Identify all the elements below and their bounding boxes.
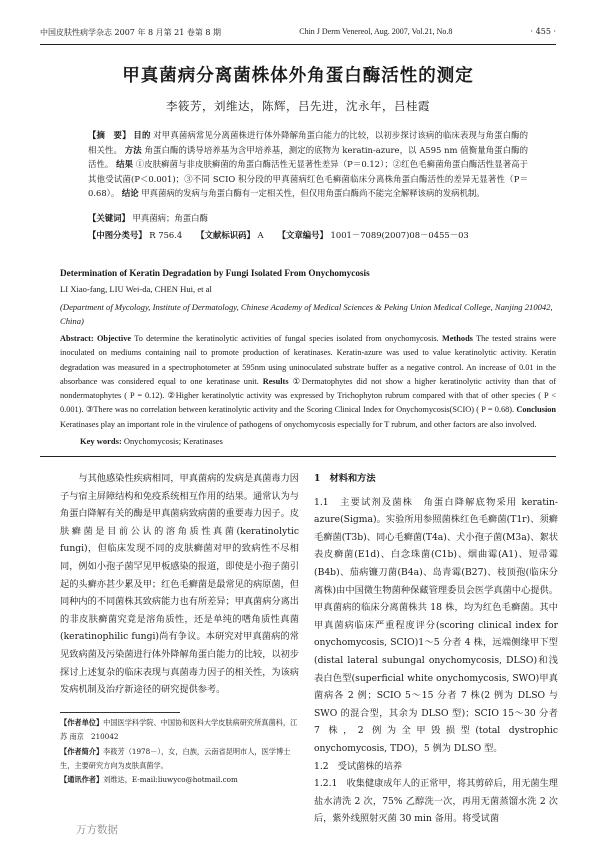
en-keywords-label: Key words: bbox=[80, 436, 122, 446]
en-methods-label: Methods bbox=[442, 334, 473, 343]
english-affiliation: (Department of Mycology, Institute of Dermatology, Chinese Academy of Medical Sciences & Peking Union Medical College, Nanjing 210042, China) bbox=[60, 302, 553, 326]
classification-row bbox=[88, 229, 469, 241]
intro-paragraph: 与其他感染性疾病相同，甲真菌病的发病是真菌毒力因子与宿主屏障结构和免疫系统相互作用的结果。通常认为与角蛋白降解有关的酶是甲真菌病致病菌的重要毒力因子。皮肤癣菌是目前公认的溶角质性真菌(keratinolytic fungi)，但临床发现不同的皮肤癣菌对甲的致病性不尽相同，例如小孢子菌罕见甲板感染的报道，即使是小孢子菌引起的头癣亦甚少累及甲；红色毛癣菌是最常见的病原菌，但同种内的不同菌株其致病能力也有所差异；甲真菌病分离出的非皮肤癣菌究竟是溶角质性，还是单纯的嗜角质性真菌(keratinophilic fungi)尚有争议。本研究对甲真菌病的常见致病菌及污染菌进行体外降解角蛋白能力的比较，以初步探讨上述复杂的临床表现与真菌毒力因子的相关性，为该病发病机制及治疗新途径的研究提供参考。 bbox=[60, 473, 299, 696]
en-results: ①Dermatophytes did not show a higher keratinolytic activity than that of nondermatophytes ( P = 0.12). ②Higher keratinolytic activity was expressed by Trichophyton rubrum compared with that of other species ( P < 0.001). ③There was no correlation between keratinolytic activity and the Scoring Clinical Index for Onychomycosis(SCIO) ( P = 0.68). bbox=[60, 376, 557, 415]
objective-text: 对甲真菌病常见分离菌株进行体外降解角蛋白能力的比较，以初步探讨该病的临床表现与角蛋白酶的相关性。 bbox=[88, 130, 529, 155]
en-abstract-label: Abstract: bbox=[60, 334, 94, 343]
results-label: 结果 bbox=[116, 159, 134, 170]
clc-label: 【中图分类号】 bbox=[88, 230, 147, 240]
english-title: Determination of Keratin Degradation by Fungi Isolated From Onychomycosis bbox=[60, 268, 370, 278]
objective-label: 目的 bbox=[133, 130, 151, 140]
running-header bbox=[40, 27, 556, 41]
article-title: 甲真菌病分离菌株体外角蛋白酶活性的测定 bbox=[122, 66, 474, 86]
fn-bio: 李筱芳（1978－），女，白族，云南省昆明市人，医学博士生，主要研究方向为皮肤真菌学。 bbox=[60, 746, 291, 770]
footnote-rule bbox=[60, 712, 180, 713]
en-conclusion-label: Conclusion bbox=[516, 405, 557, 415]
doc-label: 【文献标识码】 bbox=[196, 230, 255, 240]
footnote bbox=[60, 716, 299, 787]
keywords-cn bbox=[88, 212, 208, 224]
author-list: 李筱芳，刘维达，陈辉，吕先进，沈永年，吕桂霞 bbox=[166, 99, 430, 113]
abstract-cn bbox=[88, 128, 528, 201]
conclusion-text: 甲真菌病的发病与角蛋白酶有一定相关性，但仅用角蛋白酶尚不能完全解释该病的发病机制。 bbox=[141, 188, 485, 199]
en-conclusion: Keratinases play an important role in the virulence of pathogens of onychomycosis especially for T rubrum, and other factors are also involved. bbox=[60, 419, 537, 429]
fn-unit: 中国医学科学院、中国协和医科大学皮肤病研究所真菌科，江苏 南京 210042 bbox=[60, 718, 298, 742]
journal-en: Chin J Derm Venereol, Aug. 2007, Vol.21, No.8 bbox=[299, 27, 453, 36]
results-text: ①皮肤癣菌与非皮肤癣菌的角蛋白酶活性无显著性差异（P＝0.12）；②红色毛癣菌角蛋白酶活性显著高于其他受试菌(P＜0.001)；③不同 SCIO 积分段的甲真菌病红色毛癣菌临床分离株角蛋白酶活性的差异无显著性（P＝0.68）。 bbox=[88, 159, 529, 199]
keywords-label: 【关键词】 bbox=[88, 213, 130, 223]
watermark: 万方数据 bbox=[76, 824, 118, 836]
fn-contact-label: 【通讯作者】 bbox=[60, 775, 104, 785]
fn-unit-label: 【作者单位】 bbox=[60, 718, 104, 727]
body-left-column bbox=[60, 470, 299, 699]
english-authors: LI Xiao-fang, LIU Wei-da, CHEN Hui, et al bbox=[60, 284, 212, 294]
journal-cn: 中国皮肤性病学杂志 2007 年 8 月第 21 卷第 8 期 bbox=[40, 28, 222, 37]
abstract-label: 【摘 要】 bbox=[88, 130, 131, 140]
methods-paragraph-1: 1.1 主要试剂及菌株 角蛋白降解底物采用 keratin-azure(Sigma)。实验所用参照菌株红色毛癣菌(T1r)、须癣毛癣菌(T3b)、同心毛癣菌(T4a)、犬小孢子菌(M3a)、絮状表皮癣菌(E1d)、白念珠菌(C1b)、烟曲霉(A1)、短帚霉(B4b)、茄病镰刀菌(B4a)、岛青霉(B27)、枝顶孢(临床分离株)由中国微生物菌种保藏管理委员会医学真菌中心提供。甲真菌病的临床分离菌株共 18 株，均为红色毛癣菌。其中甲真菌病临床严重程度评分(scoring clinical index for onychomycosis, SCIO)1～5 分者 4 株，远端侧缘甲下型(distal lateral subungal onychomycosis, DLSO)和浅表白色型(superficial white onychomycosis, SWO)甲真菌病各 2 例；SCIO 5～15 分者 7 株(2 例为 DLSO 与 SWO 的混合型，其余为 DLSO 型)；SCIO 15～30 分者 7 株，2 例为全甲毁损型(total dystrophic onychomycosis, TDO)，5 例为 DLSO 型。 bbox=[314, 496, 558, 754]
fn-contact: 刘维达，E-mail:liuwyco@hotmail.com bbox=[103, 775, 238, 785]
conclusion-label: 结论 bbox=[121, 188, 139, 199]
keywords-text: 甲真菌病；角蛋白酶 bbox=[132, 213, 208, 223]
en-objective-label: Objective bbox=[96, 334, 132, 343]
article-no-value: 1001－7089(2007)08－0455－03 bbox=[330, 230, 469, 240]
methods-text: 角蛋白酶的诱导培养基为含甲培养基，测定的底物为 keratin-azure，以 A595 nm 值衡量角蛋白酶的活性。 bbox=[88, 144, 529, 170]
doc-value: A bbox=[257, 230, 264, 240]
body-right-column bbox=[314, 470, 558, 828]
subsection-heading: 1.2 受试菌株的培养 bbox=[314, 760, 403, 772]
article-no-label: 【文章编号】 bbox=[277, 230, 328, 240]
header-rule bbox=[40, 44, 556, 45]
en-results-label: Results bbox=[262, 376, 289, 386]
english-keywords bbox=[80, 436, 223, 446]
fn-bio-label: 【作者简介】 bbox=[60, 746, 104, 756]
en-methods: The tested strains were inoculated on mediums containing nail to promote production of keratinases. Keratin-azure was used to value keratinolytic activity. Keratin degradation was measured in a spectrophotometer at 595nm using uninoculated substrate buffer as a negative control. An increase of 0.01 in the absorbance was considered equal to one keratinase unit. bbox=[60, 334, 557, 386]
methods-label: 方法 bbox=[124, 144, 142, 155]
en-keywords: Onychomycosis; Keratinases bbox=[123, 436, 223, 446]
section-rule bbox=[40, 456, 556, 457]
en-objective: To determine the keratinolytic activities of fungal species isolated from onychomycosis. bbox=[134, 334, 439, 343]
section-heading: 1 材料和方法 bbox=[314, 473, 376, 484]
page-number: · 455 · bbox=[530, 27, 556, 36]
english-abstract bbox=[60, 332, 556, 432]
methods-paragraph-2: 1.2.1 收集健康成年人的正常甲，将其剪碎后，用无菌生理盐水清洗 2 次，75% 乙醇洗一次，再用无菌蒸馏水洗 2 次后，紫外线照射灭菌 30 min 备用。将受试菌 bbox=[314, 778, 558, 825]
clc-value: R 756.4 bbox=[149, 230, 183, 240]
